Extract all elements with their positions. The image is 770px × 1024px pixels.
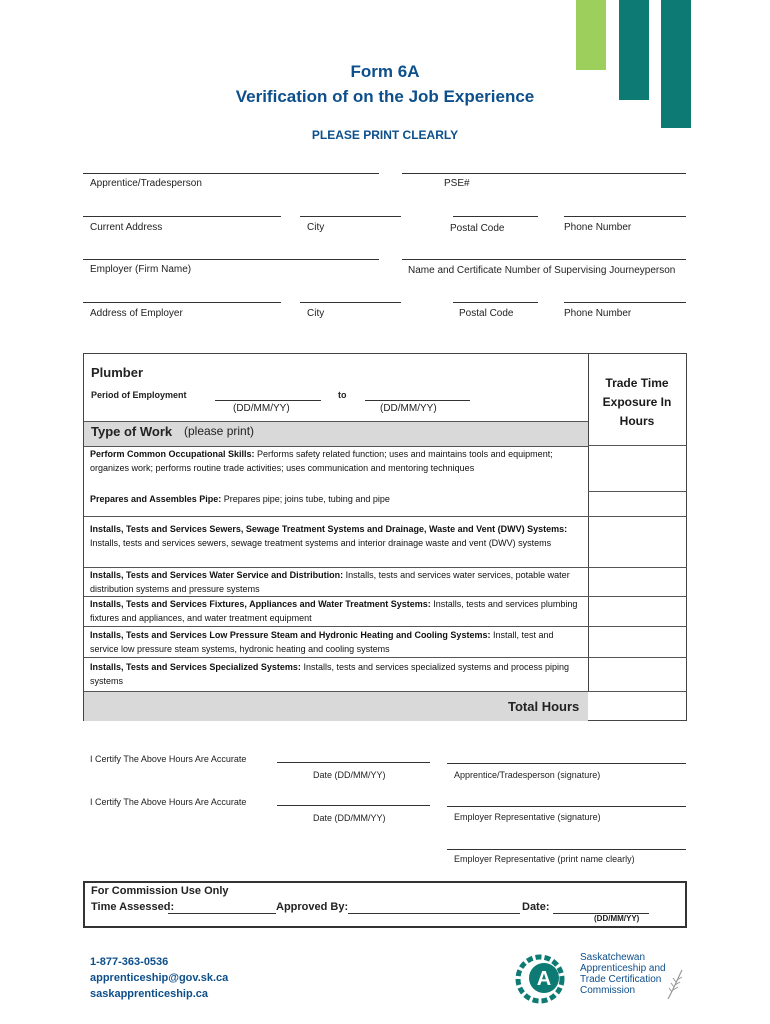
form-number: Form 6A: [350, 62, 420, 81]
phone-line-2[interactable]: [564, 302, 686, 303]
task-title: Installs, Tests and Services Low Pressure Steam and Hydronic Heating and Cooling Systems:: [90, 630, 491, 640]
task-item-7: [84, 660, 588, 688]
org-line-4: Commission: [580, 985, 636, 996]
org-line-1: Saskatchewan: [580, 952, 646, 963]
task-text: Performs safety related function; uses and maintains tools and equipment; organizes work; performs routine trade activities; uses communication and mentoring techniques: [90, 449, 553, 473]
postal-code-label-2: Postal Code: [459, 308, 514, 319]
footer-email[interactable]: apprenticeship@gov.sk.ca: [90, 972, 229, 984]
task-item-6: [84, 628, 588, 656]
employer-signature-line[interactable]: [447, 806, 686, 807]
apprentice-line[interactable]: [83, 173, 379, 174]
employer-address-label: Address of Employer: [90, 308, 183, 319]
task-title: Installs, Tests and Services Specialized Systems:: [90, 662, 301, 672]
city-label-2: City: [307, 308, 325, 319]
city-line-2[interactable]: [300, 302, 401, 303]
total-hours-input[interactable]: [589, 692, 686, 720]
satcc-logo-icon: [510, 952, 576, 1004]
commission-heading: For Commission Use Only: [91, 885, 229, 897]
task-item-5: [84, 597, 588, 625]
employer-print-line[interactable]: [447, 849, 686, 850]
employer-address-line[interactable]: [83, 302, 281, 303]
logo-letter: A: [536, 968, 552, 990]
start-date-format: (DD/MM/YY): [233, 403, 290, 414]
task-text: Installs, tests and services sewers, sewage treatment systems and interior drainage waste and vent (DWV) systems: [90, 538, 552, 548]
task-item-3: [84, 522, 588, 550]
certify-date-line-2[interactable]: [277, 805, 430, 806]
journeyperson-line[interactable]: [402, 259, 686, 260]
commission-date-label: Date:: [522, 901, 550, 913]
period-label: Period of Employment: [91, 390, 187, 400]
period-start-line[interactable]: [215, 400, 321, 401]
time-assessed-label: Time Assessed:: [91, 901, 175, 913]
task-divider: [84, 626, 588, 627]
decor-bar-green: [576, 0, 606, 70]
trade-time-heading: Trade Time Exposure In Hours: [602, 376, 672, 428]
employer-print-label: Employer Representative (print name clearly): [454, 854, 635, 864]
org-name: [580, 952, 666, 996]
task-title: Installs, Tests and Services Fixtures, Appliances and Water Treatment Systems:: [90, 599, 431, 609]
period-end-line[interactable]: [365, 400, 470, 401]
type-of-work-hint: (please print): [184, 424, 255, 438]
org-line-2: Apprenticeship and: [580, 963, 666, 974]
footer-website[interactable]: saskapprenticeship.ca: [90, 988, 209, 1000]
total-hours-label: Total Hours: [508, 699, 580, 714]
postal-code-line-2[interactable]: [453, 302, 538, 303]
current-address-line[interactable]: [83, 216, 281, 217]
approved-by-line[interactable]: [348, 913, 520, 914]
current-address-label: Current Address: [90, 222, 163, 233]
employer-label: Employer (Firm Name): [90, 264, 192, 275]
task-text: Installs, tests and services specialized systems and process piping systems: [90, 662, 570, 686]
task-title: Installs, Tests and Services Water Service and Distribution:: [90, 570, 344, 580]
time-assessed-line[interactable]: [168, 913, 276, 914]
phone-line-1[interactable]: [564, 216, 686, 217]
task-title: Prepares and Assembles Pipe:: [90, 494, 222, 504]
phone-label-1: Phone Number: [564, 222, 632, 233]
decor-bar-teal-1: [619, 0, 649, 100]
form-title: Verification of on the Job Experience: [235, 87, 535, 106]
to-label: to: [338, 390, 347, 400]
commission-date-format: (DD/MM/YY): [594, 914, 640, 923]
postal-code-label-1: Postal Code: [450, 223, 505, 234]
task-item-4: [84, 568, 588, 596]
type-of-work-label: Type of Work: [91, 424, 173, 439]
task-title: Perform Common Occupational Skills:: [90, 449, 255, 459]
wheat-icon: [664, 968, 686, 1000]
task-text: Installs, tests and services plumbing fixtures and appliances, and water treatment equipment: [90, 599, 578, 623]
trade-name: Plumber: [91, 365, 144, 380]
approved-by-label: Approved By:: [276, 901, 349, 913]
certify-date-label-1: Date (DD/MM/YY): [313, 770, 386, 780]
apprentice-signature-line[interactable]: [447, 763, 686, 764]
city-label-1: City: [307, 222, 325, 233]
certify-date-line-1[interactable]: [277, 762, 430, 763]
certify-date-label-2: Date (DD/MM/YY): [313, 813, 386, 823]
pse-label: PSE#: [444, 178, 470, 189]
certify-statement-2: I Certify The Above Hours Are Accurate: [90, 797, 247, 807]
apprentice-label: Apprentice/Tradesperson: [90, 178, 202, 189]
journeyperson-label: Name and Certificate Number of Supervising Journeyperson: [408, 265, 676, 276]
employer-signature-label: Employer Representative (signature): [454, 812, 601, 822]
end-date-format: (DD/MM/YY): [380, 403, 437, 414]
task-divider: [84, 657, 588, 658]
certify-statement-1: I Certify The Above Hours Are Accurate: [90, 754, 247, 764]
task-text: Install, test and service low pressure steam systems, hydronic heating and cooling systems: [90, 630, 554, 654]
task-item-2: [84, 492, 588, 506]
footer-phone[interactable]: 1-877-363-0536: [90, 956, 169, 968]
apprentice-signature-label: Apprentice/Tradesperson (signature): [454, 770, 601, 780]
hours-input-area[interactable]: [589, 446, 686, 690]
task-text: Installs, tests and services water services, potable water distribution systems and pressure systems: [90, 570, 570, 594]
print-instruction: PLEASE PRINT CLEARLY: [311, 128, 459, 142]
city-line-1[interactable]: [300, 216, 401, 217]
org-line-3: Trade Certification: [580, 974, 662, 985]
phone-label-2: Phone Number: [564, 308, 632, 319]
task-title: Installs, Tests and Services Sewers, Sewage Treatment Systems and Drainage, Waste and Vent (DWV) Systems:: [90, 524, 568, 534]
task-item-1: [84, 447, 588, 475]
task-divider: [84, 516, 588, 517]
postal-code-line-1[interactable]: [453, 216, 538, 217]
employer-line[interactable]: [83, 259, 379, 260]
pse-line[interactable]: [402, 173, 686, 174]
task-text: Prepares pipe; joins tube, tubing and pipe: [221, 494, 390, 504]
